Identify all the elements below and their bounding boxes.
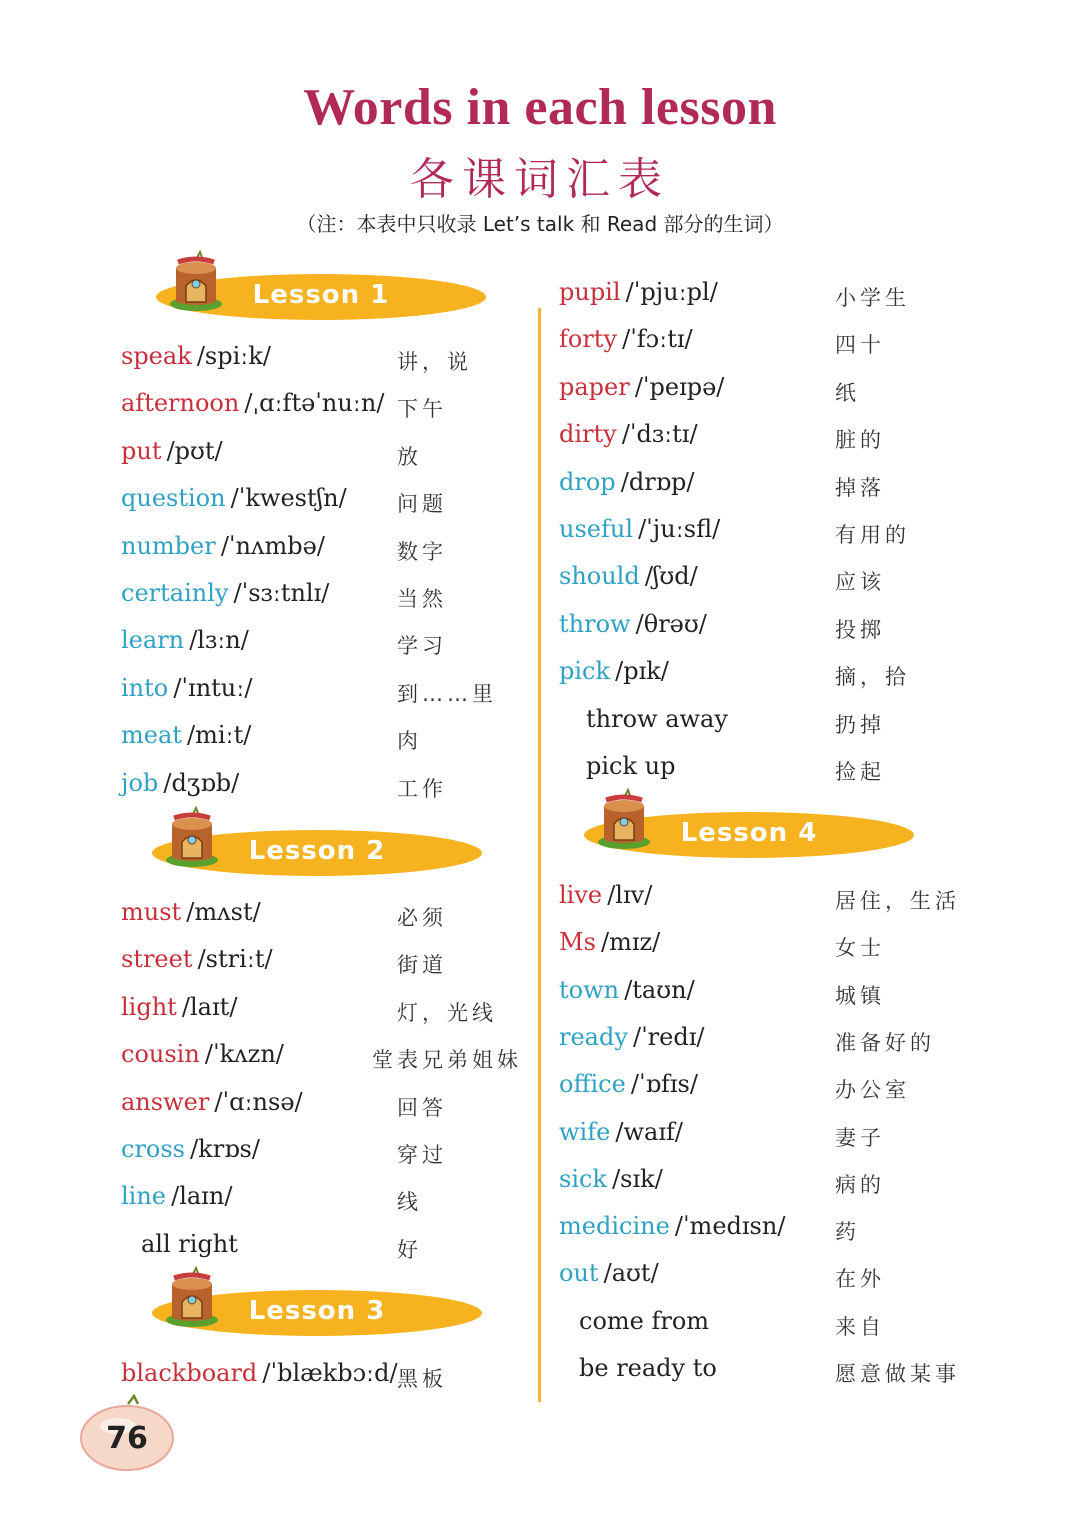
vocab-meaning: 四十 [835,333,885,358]
vocab-word: office [559,1070,626,1099]
lesson-2-banner [152,830,482,876]
vocab-meaning: 摘，拾 [835,665,910,690]
vocab-meaning: 学习 [397,634,447,659]
vocab-entry [559,928,660,962]
vocab-word: meat [121,721,182,750]
lesson-1-label: Lesson 1 [252,280,390,310]
page-title: Words in each lesson [303,79,777,136]
vocab-entry [121,579,329,613]
vocab-entry [559,610,707,644]
vocab-phonetic: /ˈredɪ/ [633,1022,705,1051]
lesson-4-banner [584,812,914,858]
vocab-phonetic: /laɪn/ [171,1182,233,1211]
vocab-entry [121,484,347,518]
vocab-word: pick [559,657,611,686]
vocab-phonetic: /ˈdɜːtɪ/ [621,420,698,449]
vocab-phonetic: /lɪv/ [607,881,653,909]
vocab-entry [559,515,720,549]
vocab-word: medicine [559,1212,670,1241]
vocab-word: throw [559,609,631,638]
vocab-phonetic: /waɪf/ [615,1117,683,1146]
vocab-meaning: 放 [397,444,422,469]
vocab-phonetic: /drɒp/ [620,467,695,496]
lesson-3-banner [152,1290,482,1336]
vocab-phonetic: /ˈsɜːtnlɪ/ [233,579,330,607]
vocab-entry [586,752,675,786]
vocab-meaning: 纸 [835,380,860,405]
vocab-entry [559,976,695,1010]
vocab-word: number [121,531,216,560]
vocab-word: light [121,992,177,1021]
vocab-word: sick [559,1164,607,1193]
vocab-entry [121,898,261,932]
vocab-meaning: 在外 [835,1267,885,1292]
vocab-meaning: 准备好的 [835,1030,935,1055]
vocab-phonetic: /spiːk/ [196,342,271,370]
vocab-phonetic: /ʃʊd/ [644,562,698,591]
vocab-word: drop [559,467,616,496]
vocab-word: question [121,484,226,513]
vocab-meaning: 病的 [835,1172,885,1197]
vocab-entry [559,1118,683,1152]
vocab-phonetic: /pɪk/ [615,657,669,686]
vocab-word: answer [121,1087,210,1116]
vocab-meaning: 线 [397,1190,422,1215]
vocab-word: live [559,881,603,909]
vocab-word: speak [121,342,192,370]
vocab-meaning: 捡起 [835,760,885,784]
vocab-meaning: 好 [397,1237,422,1262]
vocab-word: paper [559,372,630,401]
vocab-phonetic: /ˈblækbɔːd/ [262,1359,398,1387]
vocab-phonetic: /θrəʊ/ [635,609,707,638]
vocab-word: town [559,975,620,1004]
vocab-meaning: 回答 [397,1095,447,1120]
vocab-phonetic: /ˌɑːftəˈnuːn/ [244,389,385,418]
vocab-meaning: 黑板 [397,1367,447,1391]
vocab-entry [121,1359,398,1393]
vocab-phonetic: /aʊt/ [603,1259,659,1288]
vocab-entry [121,1040,284,1074]
vocab-phonetic: /ˈɒfɪs/ [630,1070,698,1099]
vocab-word: afternoon [121,389,240,418]
vocab-entry [559,1070,698,1104]
vocab-entry [121,993,237,1027]
vocab-phonetic: /pʊt/ [166,436,223,465]
vocab-phonetic: /laɪt/ [181,992,238,1021]
vocab-entry [121,1135,260,1169]
vocab-phonetic: /striːt/ [197,945,273,974]
vocab-entry [121,1182,232,1216]
vocab-phonetic: /krɒs/ [190,1135,260,1163]
vocab-entry [559,1023,704,1057]
vocab-meaning: 必须 [397,906,447,930]
lesson-3-label: Lesson 3 [248,1296,386,1326]
vocab-word: cousin [121,1040,200,1069]
vocab-phonetic: /ˈkwestʃn/ [230,484,347,513]
vocab-word: all right [141,1229,238,1258]
vocab-meaning: 愿意做某事 [835,1362,960,1386]
vocab-meaning: 穿过 [397,1143,447,1167]
vocab-meaning: 到……里 [397,681,497,706]
vocab-entry [559,373,724,407]
vocab-meaning: 工作 [397,776,447,801]
vocab-entry [559,420,698,454]
vocab-entry [559,468,694,502]
vocab-entry [121,389,384,423]
vocab-word: forty [559,325,618,354]
vocab-word: ready [559,1022,628,1051]
vocab-meaning: 数字 [397,539,447,564]
vocab-word: come from [579,1306,710,1335]
vocab-word: cross [121,1135,185,1163]
vocab-entry [121,532,325,566]
vocab-meaning: 城镇 [835,983,885,1008]
vocab-phonetic: /miːt/ [187,721,252,750]
page-subtitle: 各课词汇表 [410,154,670,205]
vocab-phonetic: /dʒɒb/ [163,768,240,797]
vocab-word: dirty [559,420,617,449]
vocab-meaning: 应该 [835,570,885,595]
vocab-phonetic: /ˈfɔːtɪ/ [622,325,693,354]
vocab-word: into [121,673,169,702]
vocab-entry [559,881,652,915]
vocab-meaning: 来自 [835,1314,885,1339]
vocab-meaning: 下午 [397,397,447,422]
vocab-phonetic: /taʊn/ [624,975,695,1004]
vocab-entry [579,1354,717,1388]
vocab-entry [559,1212,785,1246]
vocab-word: throw away [586,704,728,733]
vocab-phonetic: /ˈnʌmbə/ [220,531,325,560]
vocab-word: line [121,1182,167,1211]
page-number: 76 [106,1421,148,1456]
vocab-meaning: 问题 [397,492,447,517]
vocab-meaning: 堂表兄弟姐妹 [372,1048,522,1073]
vocab-word: certainly [121,579,229,607]
vocab-word: pupil [559,278,621,306]
vocab-meaning: 小学生 [835,286,910,310]
vocab-word: pick up [586,752,676,780]
vocab-meaning: 办公室 [835,1078,910,1103]
vocab-phonetic: /ˈɪntuː/ [173,673,253,702]
column-divider [538,308,541,1402]
lesson-1-banner [156,274,486,320]
vocab-meaning: 当然 [397,587,447,611]
vocab-phonetic: /ˈmedɪsn/ [674,1212,786,1241]
vocab-entry [586,705,728,739]
vocab-phonetic: /ˈkʌzn/ [204,1040,284,1069]
vocab-entry [141,1230,238,1264]
vocab-entry [121,674,252,708]
vocab-phonetic: /mɪz/ [600,928,661,957]
vocab-meaning: 妻子 [835,1125,885,1150]
vocab-entry [121,437,223,471]
vocab-meaning: 脏的 [835,428,885,453]
vocab-meaning: 灯，光线 [397,1000,497,1025]
vocab-entry [579,1307,709,1341]
vocab-word: put [121,436,162,465]
vocab-entry [121,1088,303,1122]
vocab-phonetic: /ˈpjuːpl/ [625,278,718,306]
vocab-entry [121,721,251,755]
vocab-meaning: 女士 [835,936,885,961]
vocab-meaning: 掉落 [835,475,885,500]
vocab-entry [121,945,273,979]
vocab-meaning: 有用的 [835,523,910,547]
vocab-word: wife [559,1117,611,1146]
vocab-meaning: 肉 [397,729,422,754]
vocab-entry [121,769,239,803]
vocab-entry [121,342,271,376]
vocab-entry [559,278,718,312]
vocab-word: blackboard [121,1359,258,1387]
vocab-word: should [559,562,640,591]
vocab-word: out [559,1259,599,1288]
vocab-meaning: 药 [835,1220,860,1245]
vocab-phonetic: /ˈjuːsfl/ [638,515,721,543]
vocab-meaning: 讲，说 [397,350,472,374]
vocab-word: street [121,945,193,974]
lesson-4-label: Lesson 4 [680,818,818,848]
vocab-phonetic: /ˈɑːnsə/ [214,1087,303,1116]
vocab-word: must [121,898,182,926]
vocab-entry [559,325,693,359]
note: （注：本表中只收录 Let’s talk 和 Read 部分的生词） [296,212,784,236]
lesson-2-label: Lesson 2 [248,836,386,866]
vocab-entry [559,1259,659,1293]
vocab-word: useful [559,515,633,543]
vocab-entry [559,562,698,596]
vocab-meaning: 居住，生活 [835,889,960,913]
vocab-phonetic: /ˈpeɪpə/ [634,372,725,401]
vocab-word: Ms [559,928,596,957]
vocab-word: be ready to [579,1354,717,1382]
vocab-word: learn [121,626,185,655]
vocab-phonetic: /mʌst/ [186,898,261,926]
vocab-entry [559,657,669,691]
vocab-entry [559,1165,663,1199]
page-number-badge [78,1394,176,1474]
vocab-phonetic: /lɜːn/ [189,626,249,655]
vocab-meaning: 街道 [397,953,447,978]
vocab-meaning: 扔掉 [835,712,885,737]
vocab-entry [121,626,249,660]
vocab-word: job [121,768,159,797]
vocab-phonetic: /sɪk/ [612,1164,663,1193]
vocab-meaning: 投掷 [835,617,885,642]
